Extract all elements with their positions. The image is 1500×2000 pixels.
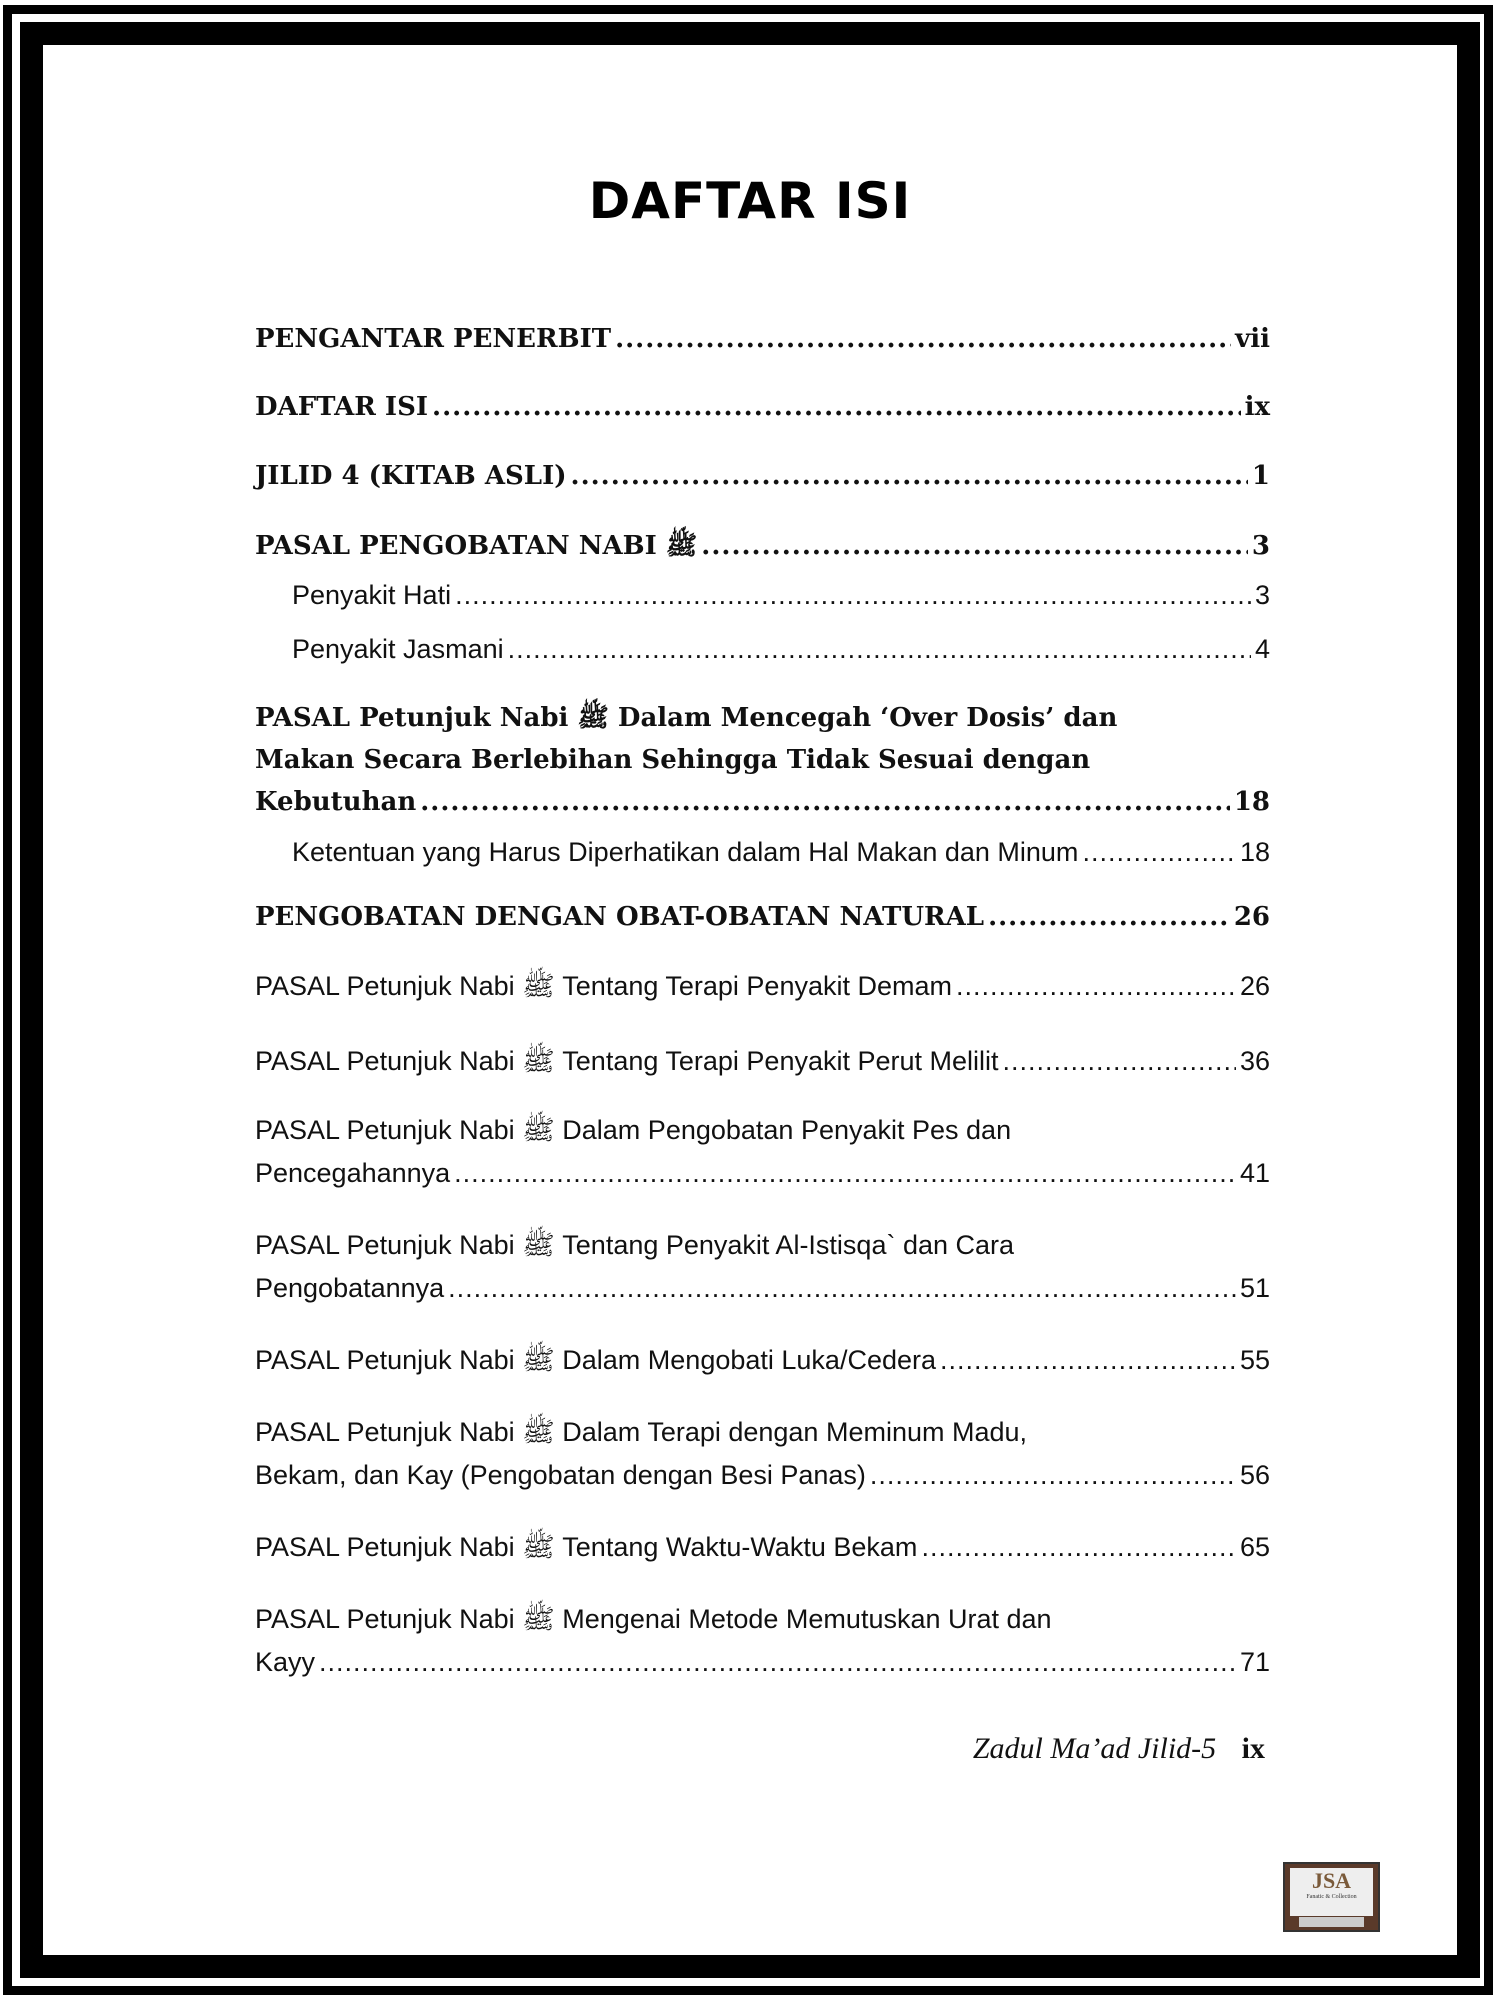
toc-entry-title: Kayy	[255, 1647, 316, 1677]
logo-screen	[1290, 1868, 1373, 1916]
toc-entry-title: Penyakit Jasmani	[292, 634, 504, 664]
toc-entry	[255, 1598, 1270, 1684]
toc-entry	[255, 1109, 1270, 1195]
toc-entry	[255, 525, 1270, 567]
footer-page-number: ix	[1241, 1732, 1265, 1765]
toc-page-number: 18	[1233, 787, 1270, 817]
dot-leader	[420, 781, 1230, 823]
toc-entry-row	[255, 1267, 1270, 1310]
toc-entry-title: PENGOBATAN DENGAN OBAT-OBATAN NATURAL	[255, 902, 985, 932]
logo-text: JSA	[1311, 1868, 1352, 1893]
toc-entry-row	[292, 574, 1270, 617]
toc-entry	[255, 1411, 1270, 1497]
toc-page-number: 26	[1233, 902, 1270, 932]
toc-entry-title: PASAL Petunjuk Nabi ﷺ Tentang Terapi Penyakit Perut Melilit	[255, 1046, 999, 1076]
toc-entry-title: PASAL Petunjuk Nabi ﷺ Tentang Terapi Penyakit Demam	[255, 971, 952, 1001]
toc-entry-title: DAFTAR ISI	[255, 392, 429, 422]
toc-entry-title: PASAL PENGOBATAN NABI ﷺ	[255, 531, 698, 561]
logo-keyboard	[1299, 1917, 1364, 1927]
toc-entry	[255, 318, 1270, 360]
toc-entry-row	[255, 965, 1270, 1008]
toc-entry	[292, 574, 1270, 617]
toc-entry-title: Ketentuan yang Harus Diperhatikan dalam Hal Makan dan Minum	[292, 837, 1079, 867]
toc-entry-title-line: Makan Secara Berlebihan Sehingga Tidak Sesuai dengan	[255, 745, 1091, 775]
toc-entry-title: Pengobatannya	[255, 1273, 445, 1303]
toc-page-number: ix	[1244, 392, 1270, 422]
toc-entry-title-line: PASAL Petunjuk Nabi ﷺ Dalam Terapi dengan Meminum Madu,	[255, 1417, 1028, 1447]
toc-entry-title: PASAL Petunjuk Nabi ﷺ Dalam Mengobati Luka/Cedera	[255, 1345, 936, 1375]
dot-leader	[448, 1267, 1236, 1310]
toc-entry-row	[255, 1339, 1270, 1382]
toc-entry	[292, 831, 1270, 874]
toc-entry-row	[255, 318, 1270, 360]
toc-entry	[255, 386, 1270, 428]
toc-entry-title: JILID 4 (KITAB ASLI)	[255, 461, 567, 491]
dot-leader	[454, 1152, 1236, 1195]
toc-entry-row	[255, 1641, 1270, 1684]
toc-entry-row	[255, 1526, 1270, 1569]
toc-entry-title-line: PASAL Petunjuk Nabi ﷺ Dalam Pengobatan Penyakit Pes dan	[255, 1115, 1012, 1145]
dot-leader	[701, 525, 1248, 567]
toc-entry-title: Bekam, dan Kay (Pengobatan dengan Besi Panas)	[255, 1460, 866, 1490]
toc-entry-row	[255, 1152, 1270, 1195]
toc-entry-title: PENGANTAR PENERBIT	[255, 324, 612, 354]
toc-page-number: 41	[1239, 1158, 1270, 1188]
dot-leader	[319, 1641, 1236, 1684]
toc-page-number: 55	[1239, 1345, 1270, 1375]
toc-entry	[255, 965, 1270, 1008]
toc-entry-row	[292, 831, 1270, 874]
toc-entry	[255, 697, 1270, 823]
toc-entry	[255, 1526, 1270, 1569]
toc-entry-title: Pencegahannya	[255, 1158, 451, 1188]
toc-page-number: 1	[1251, 461, 1270, 491]
toc-page-number: 4	[1254, 634, 1270, 664]
toc-entry-title-line: PASAL Petunjuk Nabi ﷺ Mengenai Metode Memutuskan Urat dan	[255, 1604, 1052, 1634]
toc-page-number: 65	[1239, 1532, 1270, 1562]
toc-page-number: 51	[1239, 1273, 1270, 1303]
toc-entry-title: PASAL Petunjuk Nabi ﷺ Tentang Waktu-Waktu Bekam	[255, 1532, 918, 1562]
toc-entry-title: Penyakit Hati	[292, 580, 452, 610]
toc-entry-row	[255, 781, 1270, 823]
toc-entry-row	[255, 525, 1270, 567]
toc-entry-row	[255, 455, 1270, 497]
toc-page-number: 56	[1239, 1460, 1270, 1490]
dot-leader	[508, 628, 1251, 671]
toc-entry-title-line: PASAL Petunjuk Nabi ﷺ Dalam Mencegah ‘Over Dosis’ dan	[255, 703, 1118, 733]
dot-leader	[870, 1454, 1236, 1497]
dot-leader	[571, 455, 1248, 497]
toc-page-number: vii	[1235, 324, 1270, 354]
toc-entry	[292, 628, 1270, 671]
dot-leader	[921, 1526, 1236, 1569]
toc-page-number: 71	[1239, 1647, 1270, 1677]
dot-leader	[940, 1339, 1236, 1382]
dot-leader	[615, 318, 1231, 360]
jsa-logo	[1283, 1862, 1380, 1932]
toc-entry-title-line: PASAL Petunjuk Nabi ﷺ Tentang Penyakit Al-Istisqa` dan Cara	[255, 1230, 1015, 1260]
toc-entry	[255, 896, 1270, 938]
toc-entry-row	[255, 1454, 1270, 1497]
toc-page-number: 36	[1239, 1046, 1270, 1076]
dot-leader	[956, 965, 1236, 1008]
toc-entry	[255, 455, 1270, 497]
dot-leader	[988, 896, 1230, 938]
dot-leader	[1082, 831, 1236, 874]
toc-entry-row	[292, 628, 1270, 671]
dot-leader	[1003, 1040, 1236, 1083]
dot-leader	[455, 574, 1251, 617]
toc-page-number: 3	[1254, 580, 1270, 610]
logo-subtitle: Fanatic & Collection	[1306, 1894, 1357, 1900]
toc-entry	[255, 1339, 1270, 1382]
toc-entry	[255, 1224, 1270, 1310]
toc-page-number: 3	[1251, 531, 1270, 561]
page-footer	[973, 1732, 1265, 1766]
toc-page-number: 26	[1239, 971, 1270, 1001]
dot-leader	[432, 386, 1241, 428]
toc-entry-title: Kebutuhan	[255, 787, 417, 817]
toc-page-number: 18	[1239, 837, 1270, 867]
toc-entry	[255, 1040, 1270, 1083]
toc-entry-row	[255, 1040, 1270, 1083]
page-title: DAFTAR ISI	[588, 172, 912, 230]
toc-entry-row	[255, 386, 1270, 428]
toc-entry-row	[255, 896, 1270, 938]
book-title: Zadul Ma’ad Jilid-5	[972, 1732, 1217, 1765]
